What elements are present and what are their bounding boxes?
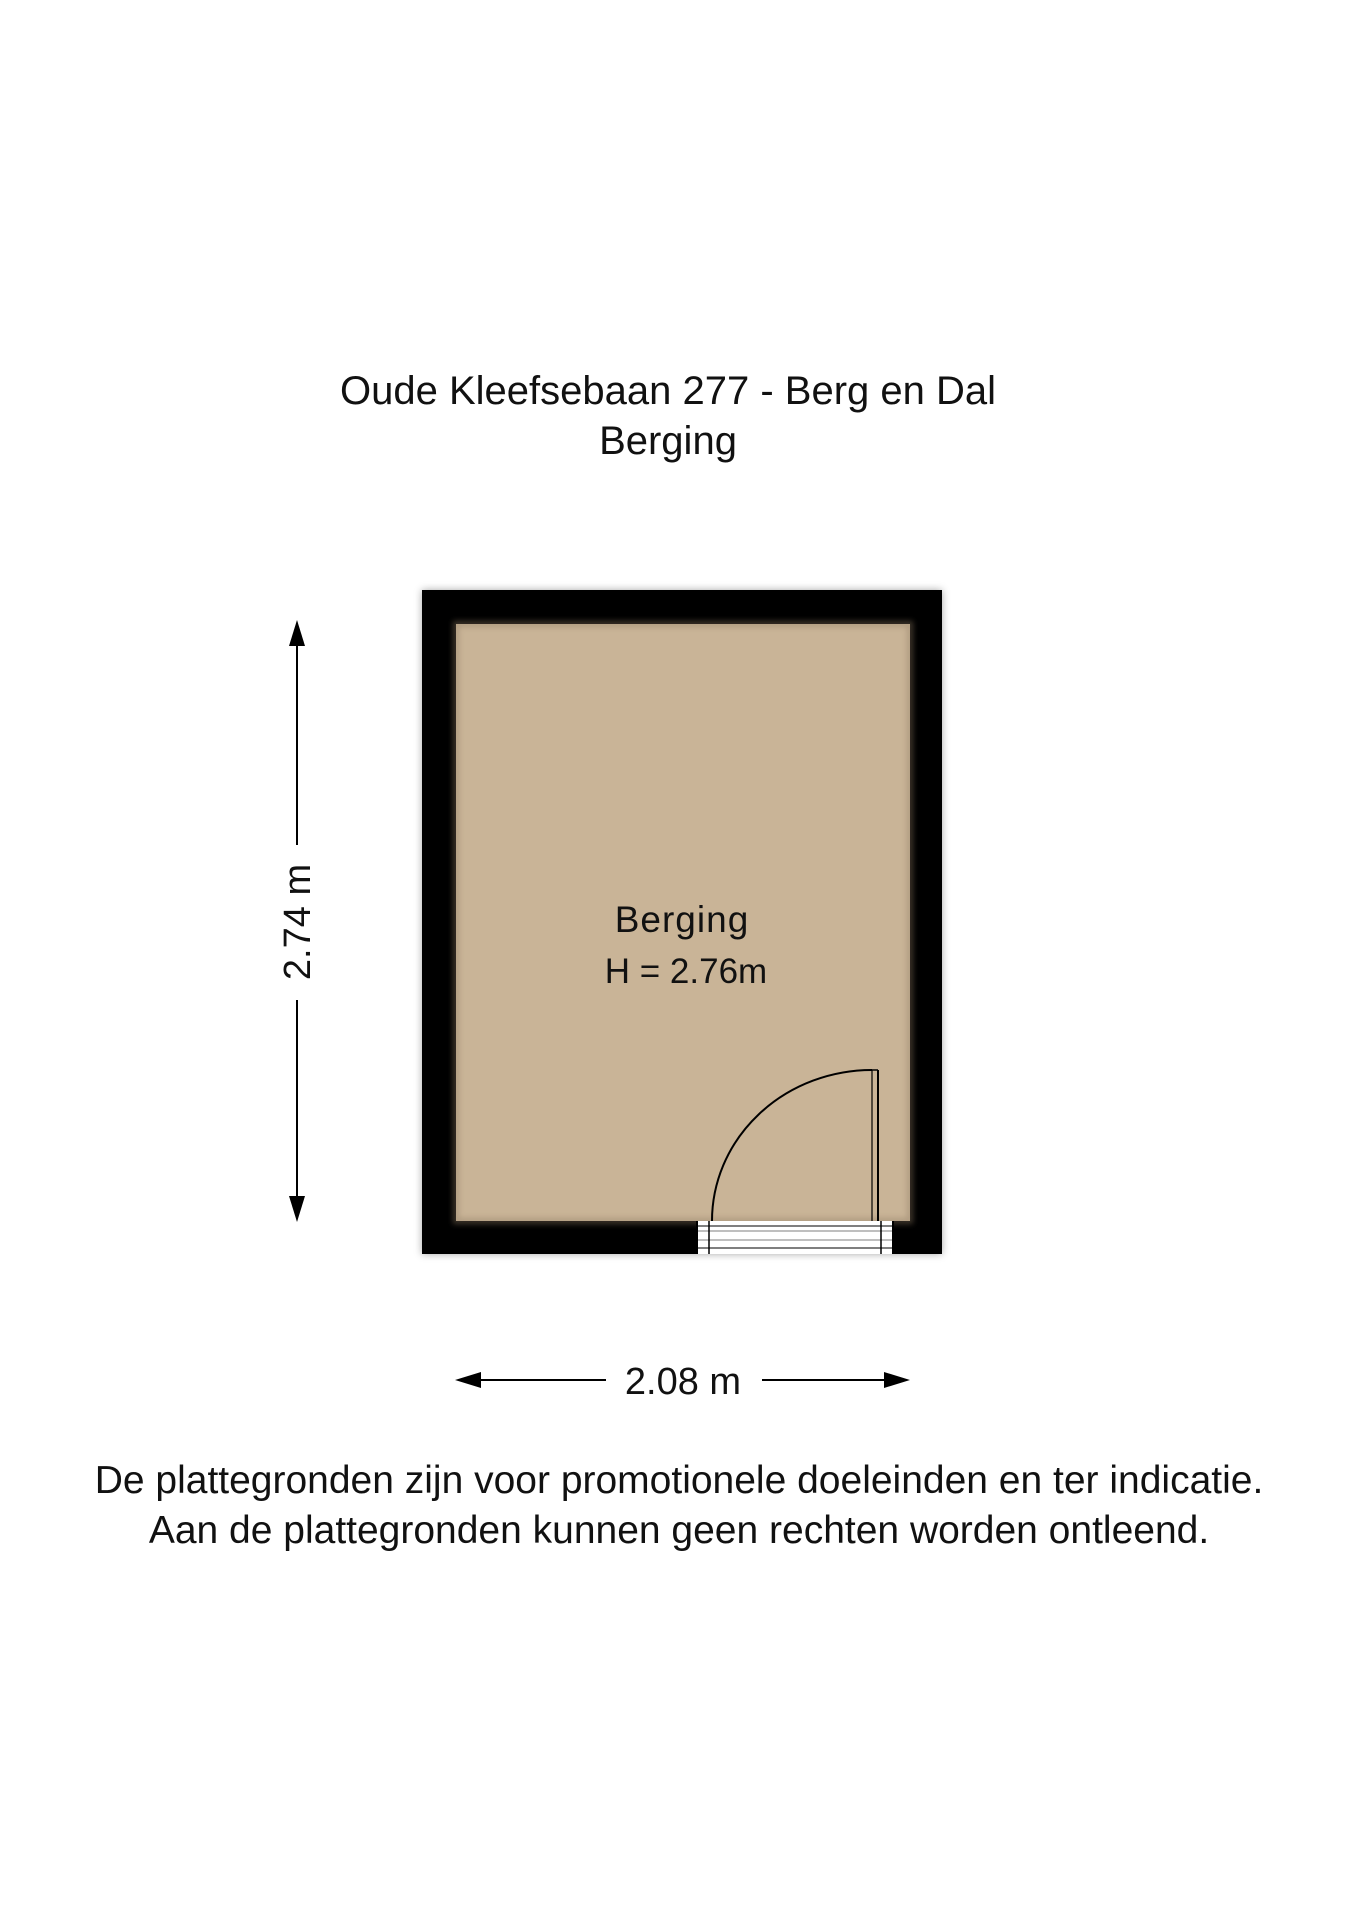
arrow-down-icon [289,1196,305,1222]
arrow-left-icon [455,1372,481,1388]
room-name-label: Berging [614,899,750,940]
horizontal-dimension [455,1361,910,1403]
disclaimer-line-2: Aan de plattegronden kunnen geen rechten worden ontleend. [148,1509,1210,1552]
disclaimer-line-1: De plattegronden zijn voor promotionele doeleinden en ter indicatie. [94,1459,1264,1502]
floor-subtitle: Berging [599,419,737,463]
room-height-label: H = 2.76m [604,952,768,991]
vertical-dimension-label: 2.74 m [277,863,319,981]
horizontal-dimension-label: 2.08 m [624,1361,742,1403]
vertical-dimension [277,620,319,1222]
property-address-title: Oude Kleefsebaan 277 - Berg en Dal [340,369,996,413]
arrow-up-icon [289,620,305,646]
arrow-right-icon [884,1372,910,1388]
